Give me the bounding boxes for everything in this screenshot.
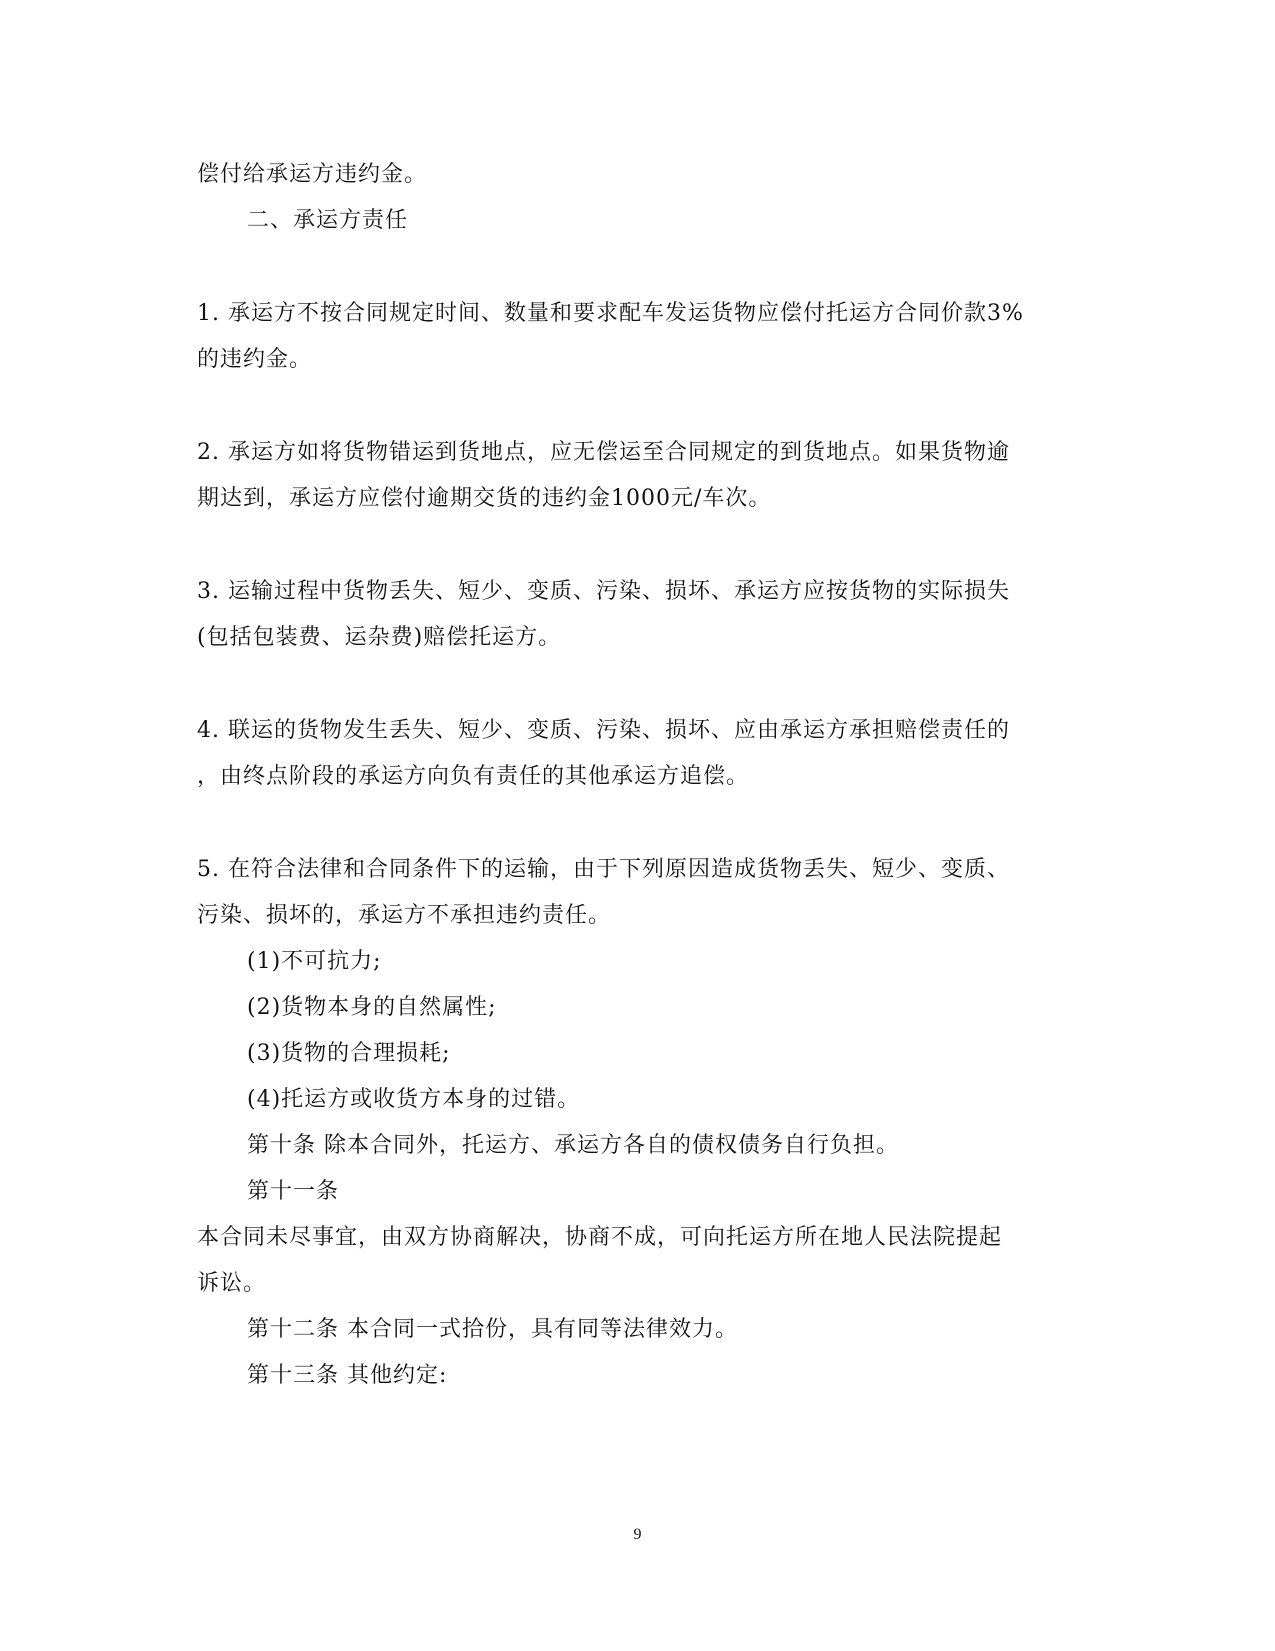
exemption-item-2: (2)货物本身的自然属性; [247, 995, 497, 1020]
clause-1-line-2: 的违约金。 [197, 347, 313, 372]
exemption-item-1: (1)不可抗力; [247, 949, 382, 974]
clause-5-line-2: 污染、损坏的，承运方不承担违约责任。 [197, 903, 612, 928]
text-line-1: 偿付给承运方违约金。 [197, 162, 428, 187]
exemption-item-3: (3)货物的合理损耗; [247, 1041, 451, 1066]
article-11-heading: 第十一条 [247, 1179, 340, 1204]
page-number: 9 [633, 1526, 642, 1543]
article-11-line-1: 本合同未尽事宜，由双方协商解决，协商不成，可向托运方所在地人民法院提起 [197, 1225, 1003, 1250]
clause-4-line-2: ，由终点阶段的承运方向负有责任的其他承运方追偿。 [197, 764, 750, 789]
clause-1-line-1: 1. 承运方不按合同规定时间、数量和要求配车发运货物应偿付托运方合同价款3% [197, 301, 1024, 326]
article-13: 第十三条 其他约定: [247, 1363, 448, 1388]
clause-3-line-1: 3. 运输过程中货物丢失、短少、变质、污染、损坏、承运方应按货物的实际损失 [197, 579, 1010, 604]
article-10: 第十条 除本合同外，托运方、承运方各自的债权债务自行负担。 [247, 1133, 899, 1158]
exemption-item-4: (4)托运方或收货方本身的过错。 [247, 1087, 581, 1112]
clause-3-line-2: (包括包装费、运杂费)赔偿托运方。 [197, 625, 562, 650]
clause-2-line-2: 期达到，承运方应偿付逾期交货的违约金1000元/车次。 [197, 486, 772, 511]
article-11-line-2: 诉讼。 [197, 1271, 267, 1296]
article-12: 第十二条 本合同一式拾份，具有同等法律效力。 [247, 1317, 738, 1342]
clause-4-line-1: 4. 联运的货物发生丢失、短少、变质、污染、损坏、应由承运方承担赔偿责任的 [197, 718, 1010, 743]
clause-2-line-1: 2. 承运方如将货物错运到货地点，应无偿运至合同规定的到货地点。如果货物逾 [197, 440, 1010, 465]
section-heading-carrier-liability: 二、承运方责任 [247, 208, 409, 233]
clause-5-line-1: 5. 在符合法律和合同条件下的运输，由于下列原因造成货物丢失、短少、变质、 [197, 857, 1010, 882]
